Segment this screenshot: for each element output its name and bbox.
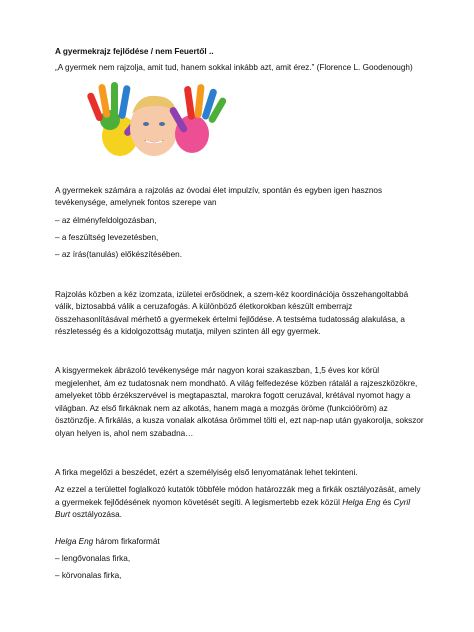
list-item: – lengővonalas firka,	[55, 553, 131, 563]
author-name-eng: Helga Eng	[342, 497, 381, 507]
paragraph-eng-forms	[55, 536, 425, 548]
paragraph-motor-development: Rajzolás közben a kéz izomzata, izületei erősödnek, a szem-kéz koordinációja összehangoltabbá válik, biztosabbá válik a ceruzafogás. A különböző életkorokban készült emberrajz összehasonlításával mérhető a gyermekek értelmi fejlődése. A testséma tudatosság alakulása, a részletesség és a kidolgozottság mutatja, milyen szinten áll egy gyermek.	[55, 289, 409, 337]
text-span: Az ezzel a területtel foglalkozó kutatók többféle módon határozzák meg a firkák osztályozását, amely a gyermekek fejlődésének nyomon követését segíti. A legismertebb ezek közül	[55, 485, 421, 507]
paragraph-scribble-classification	[55, 484, 425, 521]
document-title: A gyermekrajz fejlődése / nem Feuertől ..	[55, 47, 214, 56]
list-item: – körvonalas firka,	[55, 571, 122, 581]
paragraph-early-scribbling: A kisgyermekek ábrázoló tevékenysége már nagyon korai szakaszban, 1,5 éves kor körül megjelenhet, ám ez tudatosnak nem mondható. A világ felfedezése közben rátalál a rajzeszközökre, amelyeket több érzékszervével is megtapasztal, marokra fogott ceruzával, krétával nyomot hagy a világban. Az első firkáknak nem az alkotás, hanem maga a mozgás öröme (funkcióöröm) az ösztönzője. A firkálás, a kusza vonalak alkotása örömmel tölti el, ezt nap-nap után gyakorolja, sokszor olyan helyen is, ahol nem szabadna…	[55, 366, 424, 438]
paragraph-scribble-speech: A firka megelőzi a beszédet, ezért a személyiség első lenyomatának lehet tekinteni.	[55, 467, 358, 477]
list-item: – a feszültség levezetésben,	[55, 233, 159, 243]
author-name-burt: Cyril Burt	[55, 497, 411, 520]
text-span: és	[380, 497, 394, 507]
author-name-eng: Helga Eng	[55, 536, 94, 546]
text-span: három firkaformát	[93, 536, 160, 546]
painted-hands-photo	[82, 78, 232, 162]
child-face	[130, 96, 178, 156]
document-body	[55, 46, 425, 583]
paragraph-drawing-importance: A gyermekek számára a rajzolás az óvodai élet impulzív, spontán és egyben igen hasznos tevékenysége, amelynek fontos szerepe van	[55, 185, 383, 208]
list-item: – az írás(tanulás) előkészítésében.	[55, 250, 182, 260]
goodenough-quote: „A gyermek nem rajzolja, amit tud, hanem sokkal inkább azt, amit érez.” (Florence L. Goodenough)	[55, 63, 413, 73]
list-item: – az élményfeldolgozásban,	[55, 215, 157, 225]
text-span: osztályozása.	[70, 510, 122, 520]
